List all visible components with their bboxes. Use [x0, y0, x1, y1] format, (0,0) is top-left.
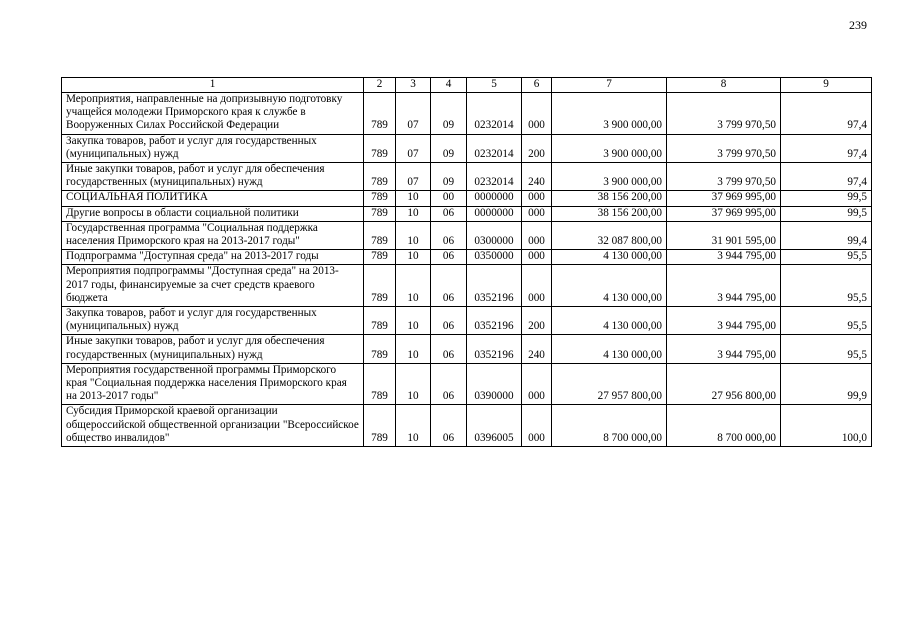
header-cell: 9	[781, 78, 872, 93]
section-cell: 10	[396, 250, 431, 265]
table-row	[62, 191, 872, 206]
subsection-cell: 06	[431, 206, 467, 221]
table-row	[62, 206, 872, 221]
section-cell: 10	[396, 265, 431, 307]
table-row	[62, 134, 872, 162]
header-row	[62, 78, 872, 93]
table-row	[62, 363, 872, 405]
row-name-cell: СОЦИАЛЬНАЯ ПОЛИТИКА	[62, 191, 364, 206]
admin-code-cell: 789	[364, 134, 396, 162]
executed-amount-cell: 3 944 795,00	[667, 265, 781, 307]
target-article-cell: 0000000	[467, 191, 522, 206]
executed-amount-cell: 8 700 000,00	[667, 405, 781, 447]
section-cell: 07	[396, 93, 431, 135]
table-row	[62, 221, 872, 249]
executed-amount-cell: 37 969 995,00	[667, 191, 781, 206]
row-name-cell: Подпрограмма "Доступная среда" на 2013-2017 годы	[62, 250, 364, 265]
subsection-cell: 06	[431, 405, 467, 447]
percent-cell: 99,5	[781, 191, 872, 206]
percent-cell: 95,5	[781, 265, 872, 307]
percent-cell: 95,5	[781, 250, 872, 265]
row-name-cell: Мероприятия, направленные на допризывную подготовку учащейся молодежи Приморского края к службе в Вооруженных Силах Российской Федерации	[62, 93, 364, 135]
section-cell: 10	[396, 307, 431, 335]
subsection-cell: 06	[431, 221, 467, 249]
target-article-cell: 0390000	[467, 363, 522, 405]
row-name-cell: Другие вопросы в области социальной политики	[62, 206, 364, 221]
target-article-cell: 0300000	[467, 221, 522, 249]
table-row	[62, 307, 872, 335]
executed-amount-cell: 37 969 995,00	[667, 206, 781, 221]
header-cell: 2	[364, 78, 396, 93]
subsection-cell: 09	[431, 134, 467, 162]
percent-cell: 99,5	[781, 206, 872, 221]
admin-code-cell: 789	[364, 250, 396, 265]
row-name-cell: Государственная программа "Социальная поддержка населения Приморского края на 2013-2017 годы"	[62, 221, 364, 249]
expense-type-cell: 240	[522, 163, 552, 191]
section-cell: 07	[396, 134, 431, 162]
planned-amount-cell: 4 130 000,00	[552, 250, 667, 265]
header-cell: 4	[431, 78, 467, 93]
percent-cell: 95,5	[781, 335, 872, 363]
percent-cell: 99,4	[781, 221, 872, 249]
admin-code-cell: 789	[364, 405, 396, 447]
planned-amount-cell: 27 957 800,00	[552, 363, 667, 405]
planned-amount-cell: 38 156 200,00	[552, 191, 667, 206]
expense-type-cell: 240	[522, 335, 552, 363]
budget-table	[61, 77, 872, 447]
target-article-cell: 0000000	[467, 206, 522, 221]
expense-type-cell: 000	[522, 250, 552, 265]
header-cell: 1	[62, 78, 364, 93]
page-number: 239	[849, 18, 867, 32]
header-cell: 8	[667, 78, 781, 93]
row-name-cell: Мероприятия подпрограммы "Доступная среда" на 2013-2017 годы, финансируемые за счет средств краевого бюджета	[62, 265, 364, 307]
header-cell: 3	[396, 78, 431, 93]
percent-cell: 100,0	[781, 405, 872, 447]
target-article-cell: 0396005	[467, 405, 522, 447]
subsection-cell: 06	[431, 307, 467, 335]
expense-type-cell: 200	[522, 134, 552, 162]
subsection-cell: 06	[431, 335, 467, 363]
executed-amount-cell: 3 799 970,50	[667, 163, 781, 191]
admin-code-cell: 789	[364, 93, 396, 135]
row-name-cell: Субсидия Приморской краевой организации общероссийской общественной организации "Всероссийское общество инвалидов"	[62, 405, 364, 447]
table-row	[62, 93, 872, 135]
admin-code-cell: 789	[364, 206, 396, 221]
expense-type-cell: 000	[522, 363, 552, 405]
header-cell: 5	[467, 78, 522, 93]
section-cell: 10	[396, 191, 431, 206]
target-article-cell: 0352196	[467, 335, 522, 363]
executed-amount-cell: 3 944 795,00	[667, 307, 781, 335]
planned-amount-cell: 4 130 000,00	[552, 335, 667, 363]
planned-amount-cell: 38 156 200,00	[552, 206, 667, 221]
planned-amount-cell: 3 900 000,00	[552, 163, 667, 191]
section-cell: 07	[396, 163, 431, 191]
executed-amount-cell: 3 799 970,50	[667, 134, 781, 162]
subsection-cell: 00	[431, 191, 467, 206]
header-cell: 7	[552, 78, 667, 93]
planned-amount-cell: 3 900 000,00	[552, 134, 667, 162]
subsection-cell: 06	[431, 363, 467, 405]
row-name-cell: Закупка товаров, работ и услуг для государственных (муниципальных) нужд	[62, 134, 364, 162]
percent-cell: 97,4	[781, 93, 872, 135]
expense-type-cell: 000	[522, 93, 552, 135]
admin-code-cell: 789	[364, 307, 396, 335]
row-name-cell: Иные закупки товаров, работ и услуг для обеспечения государственных (муниципальных) нужд	[62, 163, 364, 191]
target-article-cell: 0232014	[467, 93, 522, 135]
admin-code-cell: 789	[364, 163, 396, 191]
subsection-cell: 09	[431, 163, 467, 191]
expense-type-cell: 000	[522, 191, 552, 206]
target-article-cell: 0352196	[467, 307, 522, 335]
executed-amount-cell: 3 944 795,00	[667, 250, 781, 265]
planned-amount-cell: 32 087 800,00	[552, 221, 667, 249]
row-name-cell: Мероприятия государственной программы Приморского края "Социальная поддержка населения Приморского края на 2013-2017 годы"	[62, 363, 364, 405]
table-row	[62, 250, 872, 265]
percent-cell: 95,5	[781, 307, 872, 335]
percent-cell: 97,4	[781, 134, 872, 162]
table-row	[62, 265, 872, 307]
subsection-cell: 06	[431, 265, 467, 307]
section-cell: 10	[396, 405, 431, 447]
executed-amount-cell: 3 944 795,00	[667, 335, 781, 363]
expense-type-cell: 000	[522, 265, 552, 307]
percent-cell: 99,9	[781, 363, 872, 405]
executed-amount-cell: 27 956 800,00	[667, 363, 781, 405]
admin-code-cell: 789	[364, 265, 396, 307]
row-name-cell: Иные закупки товаров, работ и услуг для обеспечения государственных (муниципальных) нужд	[62, 335, 364, 363]
table-row	[62, 405, 872, 447]
section-cell: 10	[396, 363, 431, 405]
table-row	[62, 335, 872, 363]
subsection-cell: 09	[431, 93, 467, 135]
target-article-cell: 0352196	[467, 265, 522, 307]
planned-amount-cell: 3 900 000,00	[552, 93, 667, 135]
expense-type-cell: 000	[522, 221, 552, 249]
executed-amount-cell: 3 799 970,50	[667, 93, 781, 135]
section-cell: 10	[396, 335, 431, 363]
expense-type-cell: 000	[522, 206, 552, 221]
planned-amount-cell: 4 130 000,00	[552, 265, 667, 307]
planned-amount-cell: 8 700 000,00	[552, 405, 667, 447]
admin-code-cell: 789	[364, 363, 396, 405]
expense-type-cell: 200	[522, 307, 552, 335]
admin-code-cell: 789	[364, 221, 396, 249]
expense-type-cell: 000	[522, 405, 552, 447]
admin-code-cell: 789	[364, 335, 396, 363]
planned-amount-cell: 4 130 000,00	[552, 307, 667, 335]
row-name-cell: Закупка товаров, работ и услуг для государственных (муниципальных) нужд	[62, 307, 364, 335]
section-cell: 10	[396, 206, 431, 221]
section-cell: 10	[396, 221, 431, 249]
admin-code-cell: 789	[364, 191, 396, 206]
executed-amount-cell: 31 901 595,00	[667, 221, 781, 249]
target-article-cell: 0350000	[467, 250, 522, 265]
target-article-cell: 0232014	[467, 134, 522, 162]
subsection-cell: 06	[431, 250, 467, 265]
header-cell: 6	[522, 78, 552, 93]
target-article-cell: 0232014	[467, 163, 522, 191]
table-row	[62, 163, 872, 191]
percent-cell: 97,4	[781, 163, 872, 191]
